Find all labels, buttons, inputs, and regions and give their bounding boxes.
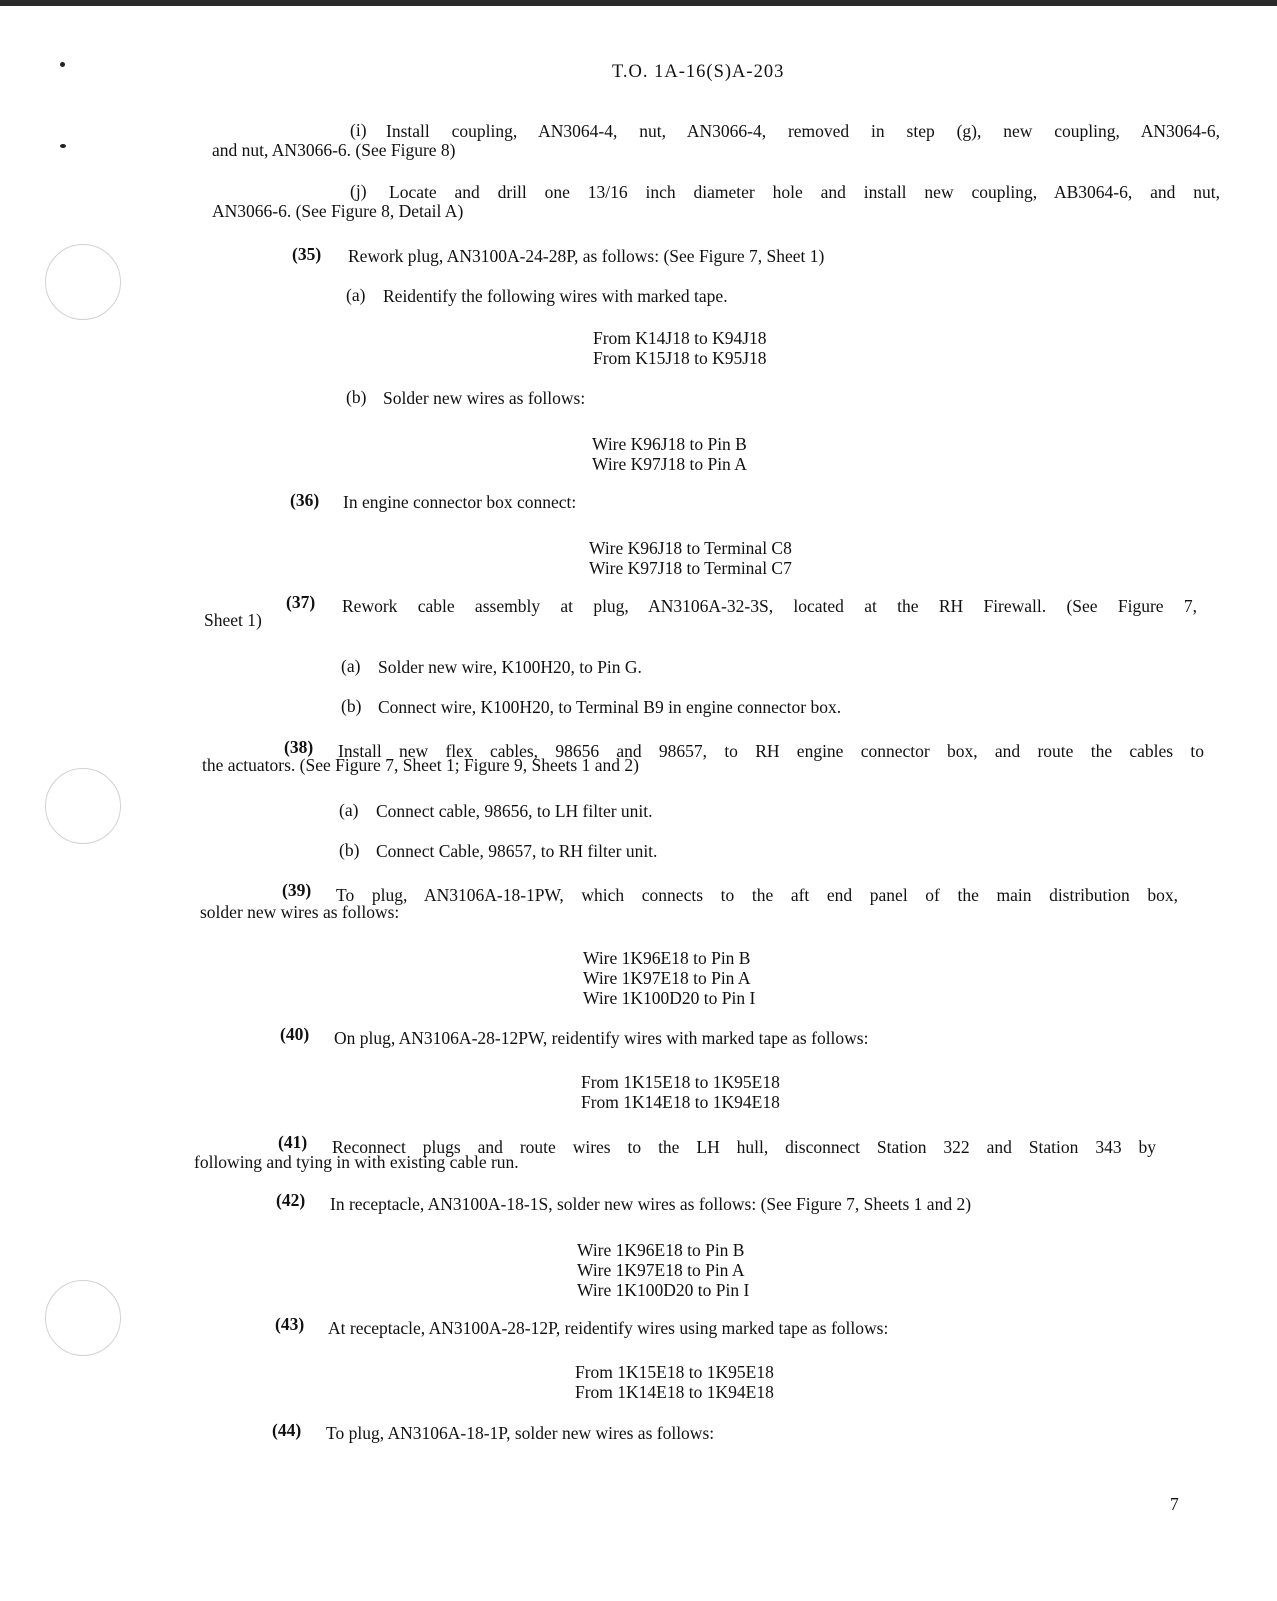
wire-list-item: From K15J18 to K95J18 [593,348,767,368]
step-i-text-line2: and nut, AN3066-6. (See Figure 8) [212,140,456,160]
step-38-number: (38) [284,737,314,757]
step-35a-wire-list [593,328,767,368]
wire-list-item: Wire 1K97E18 to Pin A [577,1260,745,1280]
step-38b-label: (b) [339,840,360,860]
step-37a-label: (a) [341,656,361,676]
step-43-number: (43) [275,1314,305,1334]
step-40-wire-list [581,1072,780,1112]
step-39-text-line2: solder new wires as follows: [200,902,400,922]
step-38-text-line1: Install new flex cables, 98656 and 98657, to RH engine connector box, and route the cables to [338,741,1204,761]
wire-list-item: From 1K14E18 to 1K94E18 [575,1382,774,1402]
step-38-text-line2: the actuators. (See Figure 7, Sheet 1; Figure 9, Sheets 1 and 2) [202,755,639,775]
wire-list-item: Wire 1K100D20 to Pin I [583,988,756,1008]
step-j-label: (j) [350,181,367,201]
step-41-text-line2: following and tying in with existing cable run. [194,1152,519,1172]
wire-list-item: Wire 1K96E18 to Pin B [583,948,751,968]
wire-list-item: From 1K15E18 to 1K95E18 [581,1072,780,1092]
step-35b-text: Solder new wires as follows: [383,388,586,408]
wire-list-item: Wire K97J18 to Pin A [592,454,747,474]
document-number: T.O. 1A-16(S)A-203 [612,62,785,82]
wire-list-item: From 1K15E18 to 1K95E18 [575,1362,774,1382]
step-35-number: (35) [292,244,322,264]
binder-hole-top [45,244,121,320]
step-40-number: (40) [280,1024,310,1044]
step-39-wire-list [583,948,755,1008]
step-i-text-line1: Install coupling, AN3064-4, nut, AN3066-4, removed in step (g), new coupling, AN3064-6, [386,121,1220,141]
wire-list-item: Wire 1K100D20 to Pin I [577,1280,750,1300]
wire-list-item: Wire K97J18 to Terminal C7 [589,558,792,578]
step-37b-text: Connect wire, K100H20, to Terminal B9 in engine connector box. [378,697,842,717]
step-36-wire-list [589,538,792,578]
step-37a-text: Solder new wire, K100H20, to Pin G. [378,657,642,677]
wire-list-item: Wire K96J18 to Pin B [592,434,747,454]
step-41-text-line1: Reconnect plugs and route wires to the LH hull, disconnect Station 322 and Station 343 by [332,1137,1156,1157]
scan-edge-line [0,0,1277,6]
binder-hole-bottom [45,1280,121,1356]
step-35a-text: Reidentify the following wires with marked tape. [383,286,728,306]
step-42-wire-list [577,1240,749,1300]
step-39-text-line1: To plug, AN3106A-18-1PW, which connects to the aft end panel of the main distribution box, [336,885,1178,905]
page-number: 7 [1170,1494,1179,1514]
wire-list-item: Wire 1K96E18 to Pin B [577,1240,745,1260]
step-37-text-line1: Rework cable assembly at plug, AN3106A-32-3S, located at the RH Firewall. (See Figure 7, [342,596,1197,616]
step-35a-label: (a) [346,285,366,305]
step-40-text: On plug, AN3106A-28-12PW, reidentify wires with marked tape as follows: [334,1028,869,1048]
step-37-number: (37) [286,592,316,612]
step-44-number: (44) [272,1420,302,1440]
step-38a-text: Connect cable, 98656, to LH filter unit. [376,801,653,821]
scan-speck [60,144,66,148]
step-35b-label: (b) [346,387,367,407]
scan-speck [60,62,65,67]
step-41-number: (41) [278,1132,308,1152]
step-39-number: (39) [282,880,312,900]
step-38a-label: (a) [339,800,359,820]
step-43-wire-list [575,1362,774,1402]
step-44-text: To plug, AN3106A-18-1P, solder new wires as follows: [326,1423,715,1443]
step-36-number: (36) [290,490,320,510]
step-35-text: Rework plug, AN3100A-24-28P, as follows: (See Figure 7, Sheet 1) [348,246,825,266]
step-42-text: In receptacle, AN3100A-18-1S, solder new wires as follows: (See Figure 7, Sheets 1 and 2) [330,1194,972,1214]
step-j-text-line1: Locate and drill one 13/16 inch diameter hole and install new coupling, AB3064-6, and nut, [389,182,1220,202]
wire-list-item: From 1K14E18 to 1K94E18 [581,1092,780,1112]
step-42-number: (42) [276,1190,306,1210]
step-35b-wire-list [592,434,747,474]
wire-list-item: From K14J18 to K94J18 [593,328,767,348]
step-37-text-line2: Sheet 1) [204,610,262,630]
wire-list-item: Wire K96J18 to Terminal C8 [589,538,792,558]
step-43-text: At receptacle, AN3100A-28-12P, reidentify wires using marked tape as follows: [328,1318,889,1338]
step-38b-text: Connect Cable, 98657, to RH filter unit. [376,841,658,861]
step-i-label: (i) [350,120,367,140]
step-36-text: In engine connector box connect: [343,492,577,512]
binder-hole-middle [45,768,121,844]
step-j-text-line2: AN3066-6. (See Figure 8, Detail A) [212,201,464,221]
step-37b-label: (b) [341,696,362,716]
wire-list-item: Wire 1K97E18 to Pin A [583,968,751,988]
